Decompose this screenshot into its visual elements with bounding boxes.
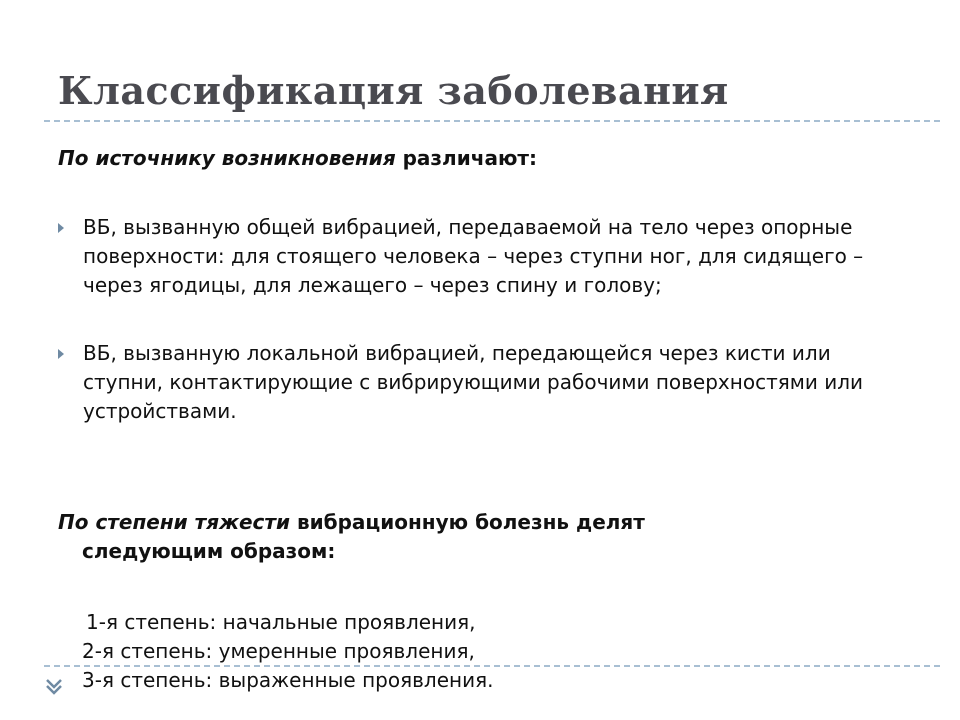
triangle-right-icon [58,223,64,233]
severity-heading [58,508,838,566]
severity-heading-continuation: следующим образом: [82,539,336,563]
severity-heading-italic: По степени тяжести [58,510,290,534]
list-item-text: ВБ, вызванную общей вибрацией, передаваемой на тело через опорные поверхности: для стоящего человека – через ступни ног, для сидящего – через ягодицы, для лежащего – через спину и голову; [83,215,864,297]
slide-title: Классификация заболевания [58,68,729,113]
triangle-right-icon [58,349,64,359]
severity-heading-rest: вибрационную болезнь делят [290,510,645,534]
list-item [58,213,908,300]
degree-item: 2-я степень: умеренные проявления, [82,639,475,663]
degree-item: 3-я степень: выраженные проявления. [82,668,494,692]
double-chevron-icon [44,672,64,696]
source-heading-rest: различают: [395,146,537,170]
degree-item: 1-я степень: начальные проявления, [86,610,476,634]
list-item-text: ВБ, вызванную локальной вибрацией, передающейся через кисти или ступни, контактирующие с вибрирующими рабочими поверхностями или устройствами. [83,341,863,423]
title-divider [44,120,940,122]
source-heading [58,144,838,173]
list-item [58,339,908,426]
source-heading-italic: По источнику возникновения [58,146,396,170]
